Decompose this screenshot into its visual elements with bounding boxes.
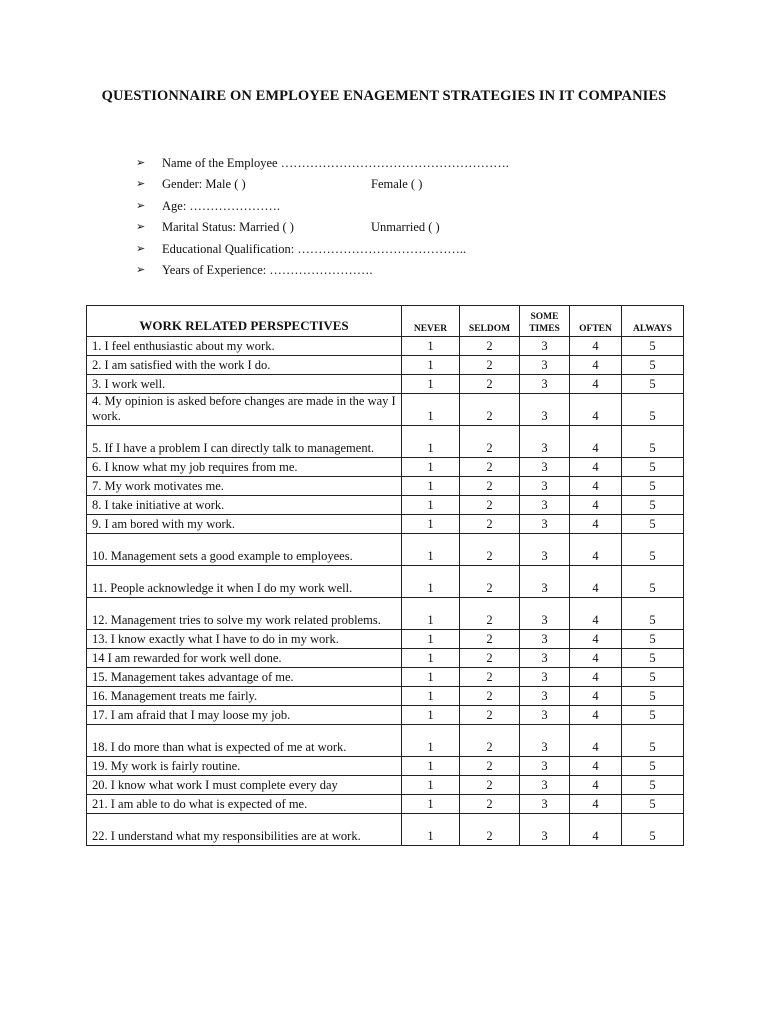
rating-often-cell[interactable]: 4	[570, 394, 622, 426]
rating-never-cell[interactable]: 1	[402, 566, 460, 598]
rating-seldom-cell[interactable]: 2	[460, 706, 520, 725]
rating-seldom-cell[interactable]: 2	[460, 649, 520, 668]
rating-never-cell[interactable]: 1	[402, 814, 460, 846]
rating-sometimes-cell[interactable]: 3	[520, 375, 570, 394]
rating-always-cell[interactable]: 5	[622, 477, 684, 496]
rating-seldom-cell[interactable]: 2	[460, 566, 520, 598]
rating-seldom-cell[interactable]: 2	[460, 394, 520, 426]
rating-sometimes-cell[interactable]: 3	[520, 356, 570, 375]
table-row	[87, 725, 684, 757]
rating-often-cell[interactable]: 4	[570, 356, 622, 375]
table-row	[87, 668, 684, 687]
rating-never-cell[interactable]: 1	[402, 795, 460, 814]
rating-often-cell[interactable]: 4	[570, 630, 622, 649]
arrow-bullet-icon: ➢	[136, 220, 146, 234]
table-row	[87, 757, 684, 776]
table-header-row	[87, 306, 684, 337]
rating-often-cell[interactable]: 4	[570, 566, 622, 598]
rating-always-cell[interactable]: 5	[622, 649, 684, 668]
rating-seldom-cell[interactable]: 2	[460, 426, 520, 458]
rating-always-cell[interactable]: 5	[622, 725, 684, 757]
statement-cell: 15. Management takes advantage of me.	[87, 668, 402, 687]
table-row	[87, 426, 684, 458]
rating-always-cell[interactable]: 5	[622, 515, 684, 534]
info-marital-married: Marital Status: Married ( )	[162, 220, 294, 235]
rating-seldom-cell[interactable]: 2	[460, 757, 520, 776]
rating-sometimes-cell[interactable]: 3	[520, 649, 570, 668]
rating-often-cell[interactable]: 4	[570, 375, 622, 394]
table-row	[87, 337, 684, 356]
rating-always-cell[interactable]: 5	[622, 687, 684, 706]
rating-never-cell[interactable]: 1	[402, 477, 460, 496]
rating-always-cell[interactable]: 5	[622, 630, 684, 649]
rating-seldom-cell[interactable]: 2	[460, 598, 520, 630]
rating-often-cell[interactable]: 4	[570, 776, 622, 795]
header-sometimes: SOME TIMES	[520, 306, 570, 337]
header-seldom: SELDOM	[460, 306, 520, 337]
rating-seldom-cell[interactable]: 2	[460, 337, 520, 356]
rating-seldom-cell[interactable]: 2	[460, 776, 520, 795]
rating-sometimes-cell[interactable]: 3	[520, 795, 570, 814]
rating-often-cell[interactable]: 4	[570, 649, 622, 668]
rating-never-cell[interactable]: 1	[402, 725, 460, 757]
statement-cell: 9. I am bored with my work.	[87, 515, 402, 534]
header-often: OFTEN	[570, 306, 622, 337]
rating-sometimes-cell[interactable]: 3	[520, 426, 570, 458]
rating-often-cell[interactable]: 4	[570, 725, 622, 757]
arrow-bullet-icon: ➢	[136, 262, 146, 276]
table-row	[87, 458, 684, 477]
rating-always-cell[interactable]: 5	[622, 795, 684, 814]
rating-sometimes-cell[interactable]: 3	[520, 757, 570, 776]
statement-cell: 8. I take initiative at work.	[87, 496, 402, 515]
rating-always-cell[interactable]: 5	[622, 426, 684, 458]
rating-seldom-cell[interactable]: 2	[460, 356, 520, 375]
rating-always-cell[interactable]: 5	[622, 706, 684, 725]
info-experience-label: Years of Experience: …………………….	[162, 262, 373, 277]
table-row	[87, 515, 684, 534]
rating-sometimes-cell[interactable]: 3	[520, 706, 570, 725]
rating-always-cell[interactable]: 5	[622, 496, 684, 515]
rating-sometimes-cell[interactable]: 3	[520, 566, 570, 598]
table-row	[87, 706, 684, 725]
statement-cell: 4. My opinion is asked before changes are made in the way I work.	[87, 394, 402, 426]
rating-seldom-cell[interactable]: 2	[460, 515, 520, 534]
rating-always-cell[interactable]: 5	[622, 776, 684, 795]
rating-never-cell[interactable]: 1	[402, 458, 460, 477]
rating-never-cell[interactable]: 1	[402, 337, 460, 356]
rating-seldom-cell[interactable]: 2	[460, 458, 520, 477]
arrow-bullet-icon: ➢	[136, 177, 146, 191]
statement-cell: 11. People acknowledge it when I do my work well.	[87, 566, 402, 598]
rating-always-cell[interactable]: 5	[622, 394, 684, 426]
table-row	[87, 814, 684, 846]
rating-sometimes-cell[interactable]: 3	[520, 668, 570, 687]
statement-cell: 21. I am able to do what is expected of me.	[87, 795, 402, 814]
header-perspectives: WORK RELATED PERSPECTIVES	[87, 306, 402, 337]
rating-often-cell[interactable]: 4	[570, 477, 622, 496]
rating-often-cell[interactable]: 4	[570, 598, 622, 630]
statement-cell: 22. I understand what my responsibilities are at work.	[87, 814, 402, 846]
rating-seldom-cell[interactable]: 2	[460, 725, 520, 757]
rating-never-cell[interactable]: 1	[402, 356, 460, 375]
statement-cell: 10. Management sets a good example to employees.	[87, 534, 402, 566]
rating-always-cell[interactable]: 5	[622, 337, 684, 356]
rating-often-cell[interactable]: 4	[570, 458, 622, 477]
rating-sometimes-cell[interactable]: 3	[520, 776, 570, 795]
rating-always-cell[interactable]: 5	[622, 566, 684, 598]
rating-sometimes-cell[interactable]: 3	[520, 458, 570, 477]
rating-always-cell[interactable]: 5	[622, 814, 684, 846]
header-always: ALWAYS	[622, 306, 684, 337]
rating-often-cell[interactable]: 4	[570, 795, 622, 814]
rating-often-cell[interactable]: 4	[570, 426, 622, 458]
table-row	[87, 496, 684, 515]
info-age-label: Age: ………………….	[162, 198, 281, 213]
questionnaire-table	[86, 305, 684, 846]
info-gender-female: Female ( )	[371, 177, 423, 192]
rating-often-cell[interactable]: 4	[570, 706, 622, 725]
rating-sometimes-cell[interactable]: 3	[520, 534, 570, 566]
rating-seldom-cell[interactable]: 2	[460, 668, 520, 687]
table-row	[87, 356, 684, 375]
rating-sometimes-cell[interactable]: 3	[520, 337, 570, 356]
statement-cell: 13. I know exactly what I have to do in my work.	[87, 630, 402, 649]
rating-often-cell[interactable]: 4	[570, 668, 622, 687]
rating-never-cell[interactable]: 1	[402, 496, 460, 515]
table-row	[87, 649, 684, 668]
table-row	[87, 477, 684, 496]
rating-sometimes-cell[interactable]: 3	[520, 814, 570, 846]
statement-cell: 5. If I have a problem I can directly talk to management.	[87, 426, 402, 458]
rating-never-cell[interactable]: 1	[402, 394, 460, 426]
rating-often-cell[interactable]: 4	[570, 757, 622, 776]
rating-sometimes-cell[interactable]: 3	[520, 477, 570, 496]
table-row	[87, 598, 684, 630]
rating-never-cell[interactable]: 1	[402, 757, 460, 776]
statement-cell: 1. I feel enthusiastic about my work.	[87, 337, 402, 356]
rating-seldom-cell[interactable]: 2	[460, 477, 520, 496]
rating-never-cell[interactable]: 1	[402, 426, 460, 458]
rating-never-cell[interactable]: 1	[402, 649, 460, 668]
rating-seldom-cell[interactable]: 2	[460, 375, 520, 394]
info-gender-male: Gender: Male ( )	[162, 177, 246, 192]
page-title: QUESTIONNAIRE ON EMPLOYEE ENAGEMENT STRATEGIES IN IT COMPANIES	[101, 88, 667, 104]
statement-cell: 17. I am afraid that I may loose my job.	[87, 706, 402, 725]
rating-often-cell[interactable]: 4	[570, 534, 622, 566]
info-marital-unmarried: Unmarried ( )	[371, 220, 440, 235]
rating-sometimes-cell[interactable]: 3	[520, 496, 570, 515]
table-row	[87, 687, 684, 706]
rating-often-cell[interactable]: 4	[570, 515, 622, 534]
questionnaire-body	[87, 337, 684, 846]
rating-sometimes-cell[interactable]: 3	[520, 630, 570, 649]
rating-never-cell[interactable]: 1	[402, 534, 460, 566]
statement-cell: 12. Management tries to solve my work related problems.	[87, 598, 402, 630]
rating-never-cell[interactable]: 1	[402, 687, 460, 706]
rating-never-cell[interactable]: 1	[402, 515, 460, 534]
rating-seldom-cell[interactable]: 2	[460, 630, 520, 649]
arrow-bullet-icon: ➢	[136, 156, 146, 169]
rating-always-cell[interactable]: 5	[622, 668, 684, 687]
rating-always-cell[interactable]: 5	[622, 356, 684, 375]
table-row	[87, 375, 684, 394]
statement-cell: 19. My work is fairly routine.	[87, 757, 402, 776]
rating-sometimes-cell[interactable]: 3	[520, 598, 570, 630]
statement-cell: 14 I am rewarded for work well done.	[87, 649, 402, 668]
rating-always-cell[interactable]: 5	[622, 375, 684, 394]
rating-sometimes-cell[interactable]: 3	[520, 687, 570, 706]
rating-never-cell[interactable]: 1	[402, 706, 460, 725]
rating-always-cell[interactable]: 5	[622, 458, 684, 477]
rating-never-cell[interactable]: 1	[402, 776, 460, 795]
rating-sometimes-cell[interactable]: 3	[520, 394, 570, 426]
info-education-label: Educational Qualification: …………………………………..	[162, 241, 467, 256]
rating-often-cell[interactable]: 4	[570, 814, 622, 846]
statement-cell: 2. I am satisfied with the work I do.	[87, 356, 402, 375]
rating-always-cell[interactable]: 5	[622, 598, 684, 630]
rating-seldom-cell[interactable]: 2	[460, 814, 520, 846]
rating-seldom-cell[interactable]: 2	[460, 496, 520, 515]
rating-never-cell[interactable]: 1	[402, 630, 460, 649]
rating-never-cell[interactable]: 1	[402, 375, 460, 394]
rating-never-cell[interactable]: 1	[402, 668, 460, 687]
statement-cell: 16. Management treats me fairly.	[87, 687, 402, 706]
arrow-bullet-icon: ➢	[136, 198, 146, 212]
header-never: NEVER	[402, 306, 460, 337]
info-name-label: Name of the Employee ……………………………………………….	[162, 156, 509, 170]
statement-cell: 20. I know what work I must complete every day	[87, 776, 402, 795]
statement-cell: 6. I know what my job requires from me.	[87, 458, 402, 477]
table-row	[87, 795, 684, 814]
rating-often-cell[interactable]: 4	[570, 337, 622, 356]
rating-sometimes-cell[interactable]: 3	[520, 725, 570, 757]
rating-always-cell[interactable]: 5	[622, 534, 684, 566]
rating-often-cell[interactable]: 4	[570, 687, 622, 706]
statement-cell: 3. I work well.	[87, 375, 402, 394]
rating-often-cell[interactable]: 4	[570, 496, 622, 515]
table-row	[87, 394, 684, 426]
rating-never-cell[interactable]: 1	[402, 598, 460, 630]
rating-always-cell[interactable]: 5	[622, 757, 684, 776]
statement-cell: 7. My work motivates me.	[87, 477, 402, 496]
rating-sometimes-cell[interactable]: 3	[520, 515, 570, 534]
table-row	[87, 566, 684, 598]
table-row	[87, 776, 684, 795]
rating-seldom-cell[interactable]: 2	[460, 534, 520, 566]
statement-cell: 18. I do more than what is expected of me at work.	[87, 725, 402, 757]
table-row	[87, 630, 684, 649]
table-row	[87, 534, 684, 566]
rating-seldom-cell[interactable]: 2	[460, 687, 520, 706]
rating-seldom-cell[interactable]: 2	[460, 795, 520, 814]
arrow-bullet-icon: ➢	[136, 241, 146, 255]
